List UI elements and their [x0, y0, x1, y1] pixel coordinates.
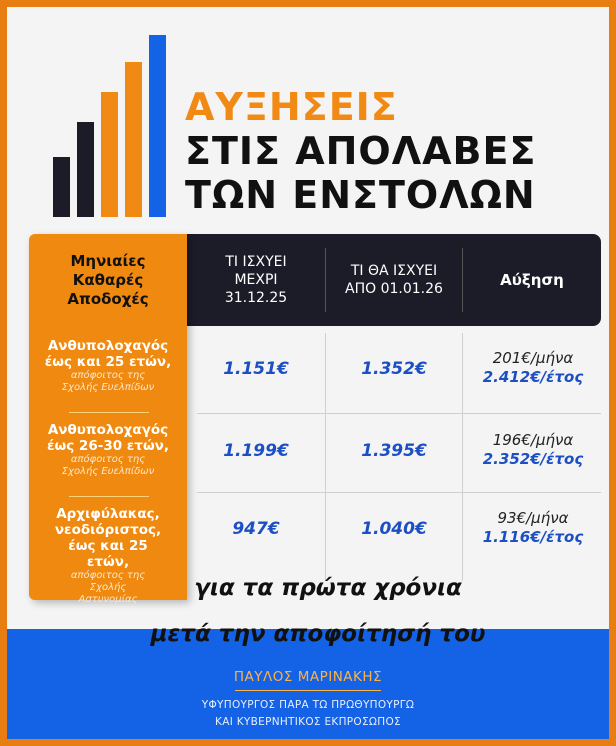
corner-header: Μηνιαίες Καθαρές Αποδοχές	[67, 251, 149, 308]
infographic	[7, 7, 609, 739]
row-label-title: Ανθυπολοχαγός έως 26-30 ετών,	[46, 422, 169, 454]
increase-monthly: 196€/μήνα	[492, 431, 574, 449]
bar-chart-logo	[53, 35, 168, 217]
column-header-increase: Αύξηση	[500, 271, 564, 289]
increase-yearly: 2.412€/έτος	[482, 368, 584, 386]
increase-monthly: 93€/μήνα	[497, 509, 569, 527]
logo-bar-1	[53, 157, 70, 217]
headline-line-1: ΑΥΞΗΣΕΙΣ	[185, 85, 398, 129]
logo-bar-3	[101, 92, 118, 217]
logo-bar-4	[125, 62, 142, 217]
caption-line-1: για τα πρώτα χρόνια	[194, 575, 462, 601]
increase-yearly: 1.116€/έτος	[482, 528, 584, 546]
grid-line	[197, 413, 601, 414]
value-increase	[463, 509, 603, 547]
value-after: 1.352€	[361, 359, 427, 379]
value-increase	[463, 431, 603, 469]
row-divider	[69, 412, 149, 413]
speaker-role-line-2: ΚΑΙ ΚΥΒΕΡΝΗΤΙΚΟΣ ΕΚΠΡΟΣΩΠΟΣ	[215, 716, 401, 728]
row-divider	[69, 496, 149, 497]
footer	[7, 621, 609, 739]
row-label-2	[29, 422, 187, 478]
logo-bar-2	[77, 122, 94, 217]
name-underline	[235, 690, 381, 691]
row-labels-panel	[29, 234, 187, 605]
value-after: 1.040€	[361, 519, 427, 539]
row-label-subtitle: απόφοιτος της Σχολής Ευελπίδων	[61, 370, 155, 393]
logo-bar-5	[149, 35, 166, 217]
value-before: 1.199€	[223, 441, 289, 461]
caption-line-2: μετά την αποφοίτησή του	[150, 621, 486, 647]
column-header-before: ΤΙ ΙΣΧΥΕΙ ΜΕΧΡΙ 31.12.25	[224, 254, 288, 306]
headline	[185, 85, 536, 217]
row-label-subtitle: απόφοιτος της Σχολής Ευελπίδων	[61, 454, 155, 477]
row-label-title: Ανθυπολοχαγός έως και 25 ετών,	[44, 338, 172, 370]
increase-monthly: 201€/μήνα	[492, 349, 574, 367]
headline-line-3: ΤΩΝ ΕΝΣΤΟΛΩΝ	[185, 173, 536, 217]
headline-line-2: ΣΤΙΣ ΑΠΟΛΑΒΕΣ	[185, 129, 537, 173]
column-header-after: ΤΙ ΘΑ ΙΣΧΥΕΙ ΑΠΟ 01.01.26	[345, 263, 443, 297]
increase-yearly: 2.352€/έτος	[482, 450, 584, 468]
row-label-1	[29, 338, 187, 394]
value-before: 1.151€	[223, 359, 289, 379]
value-before: 947€	[232, 519, 280, 539]
row-label-subtitle: απόφοιτος της Σχολής Αστυνομίας	[70, 570, 146, 605]
row-label-title: Αρχιφύλακας, νεοδιόριστος, έως και 25 ετών,	[54, 506, 162, 570]
speaker-name: ΠΑΥΛΟΣ ΜΑΡΙΝΑΚΗΣ	[233, 669, 383, 685]
table-header	[187, 234, 601, 326]
speaker-role-line-1: ΥΦΥΠΟΥΡΓΟΣ ΠΑΡΑ ΤΩ ΠΡΩΘΥΠΟΥΡΓΩ	[201, 699, 415, 711]
value-after: 1.395€	[361, 441, 427, 461]
value-increase	[463, 349, 603, 387]
grid-line	[197, 492, 601, 493]
